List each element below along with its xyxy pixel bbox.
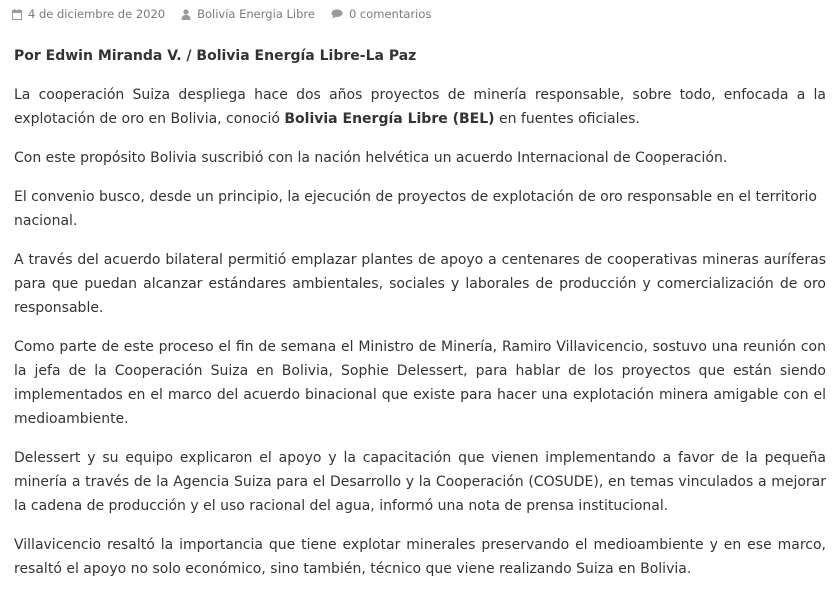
paragraph-text: La cooperación Suiza despliega hace dos años proyectos de minería responsable, sobre todo, enfocada a la explotación de oro en Bolivia, conoció	[14, 87, 826, 127]
paragraph-text: en fuentes oficiales.	[494, 111, 640, 127]
post-comments	[331, 7, 431, 21]
post-meta	[12, 5, 830, 23]
article-byline: Por Edwin Miranda V. / Bolivia Energía Libre-La Paz	[14, 48, 417, 64]
article-paragraph: El convenio busco, desde un principio, la ejecución de proyectos de explotación de oro responsable en el territorio nacional.	[14, 189, 817, 229]
user-icon	[181, 9, 191, 20]
article-paragraph: Con este propósito Bolivia suscribió con la nación helvética un acuerdo Internacional de Cooperación.	[14, 150, 728, 166]
article-paragraph: Villavicencio resaltó la importancia que tiene explotar minerales preservando el medioambiente y en ese marco, resaltó el apoyo no solo económico, sino también, técnico que viene realizando Suiza en Bolivia.	[14, 537, 826, 577]
paragraph-bold-text: Bolivia Energía Libre (BEL)	[284, 111, 495, 127]
post-author-link[interactable]: Bolivia Energia Libre	[197, 7, 315, 21]
article-paragraph: Como parte de este proceso el fin de semana el Ministro de Minería, Ramiro Villavicencio, sostuvo una reunión con la jefa de la Cooperación Suiza en Bolivia, Sophie Delessert, para hablar de los proyectos que están siendo implementados en el marco del acuerdo binacional que existe para hacer una explotación minera amigable con el medioambiente.	[14, 339, 826, 427]
article-body	[14, 44, 826, 596]
calendar-icon	[12, 9, 22, 20]
post-date-text[interactable]: 4 de diciembre de 2020	[28, 7, 166, 21]
post-comments-link[interactable]: 0 comentarios	[348, 7, 432, 21]
article-paragraph: A través del acuerdo bilateral permitió emplazar plantes de apoyo a centenares de cooperativas mineras auríferas para que puedan alcanzar estándares ambientales, sociales y laborales de producción y comercialización de oro responsable.	[14, 252, 826, 316]
post-date	[12, 7, 165, 21]
article-paragraph	[14, 83, 826, 131]
comment-icon	[331, 9, 343, 19]
post-author	[181, 7, 315, 21]
article-paragraph: Delessert y su equipo explicaron el apoyo y la capacitación que vienen implementando a favor de la pequeña minería a través de la Agencia Suiza para el Desarrollo y la Cooperación (COSUDE), en temas vinculados a mejorar la cadena de producción y el uso racional del agua, informó una nota de prensa institucional.	[14, 450, 826, 514]
